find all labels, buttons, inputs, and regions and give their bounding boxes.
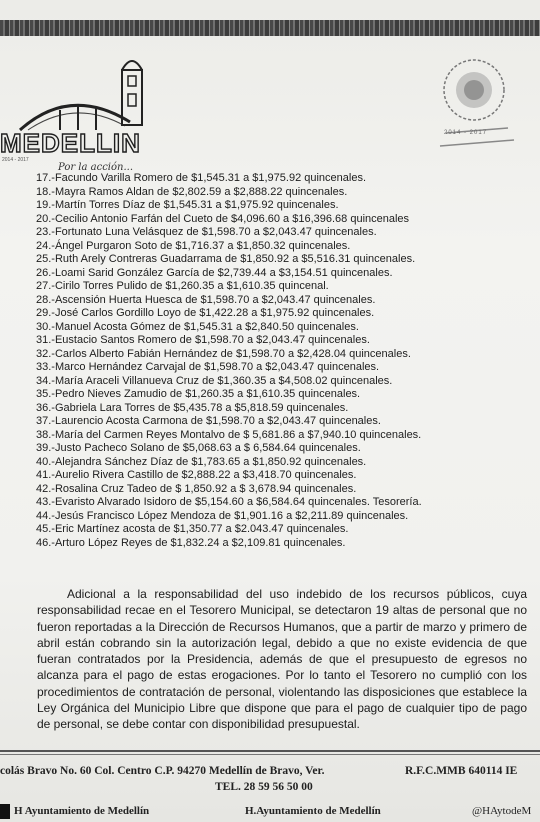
payroll-item: 46.-Arturo López Reyes de $1,832.24 a $2,109.81 quincenales.: [36, 536, 346, 549]
payroll-item: 39.-Justo Pacheco Solano de $5,068.63 a $ 6,584.64 quincenales.: [36, 442, 361, 454]
payroll-item: 19.-Martín Torres Díaz de $1,545.31 a $1,975.92 quincenales.: [36, 199, 339, 211]
footer-telephone: TEL. 28 59 56 50 00: [215, 781, 313, 793]
payroll-item: 24.-Ángel Purgaron Soto de $1,716.37 a $1,850.32 quincenales.: [36, 239, 351, 252]
payroll-item: 27.-Cirilo Torres Pulido de $1,260.35 a $1,610.35 quincenal.: [36, 280, 329, 292]
payroll-item: 26.-Loami Sarid González García de $2,739.44 a $3,154.51 quincenales.: [36, 266, 393, 279]
municipal-logo: [0, 50, 175, 175]
payroll-item: 29.-José Carlos Gordillo Loyo de $1,422.28 a $1,975.92 quincenales.: [36, 307, 375, 319]
payroll-list: [36, 172, 422, 550]
payroll-item: 38.-María del Carmen Reyes Montalvo de $ 5,681.86 a $7,940.10 quincenales.: [36, 428, 422, 441]
payroll-item: 40.-Alejandra Sánchez Díaz de $1,783.65 a $1,850.92 quincenales.: [36, 455, 367, 468]
header-band: [0, 20, 540, 36]
payroll-item: 37.-Laurencio Acosta Carmona de $1,598.70 a $2,043.47 quincenales.: [36, 415, 381, 427]
official-seal-icon: [428, 48, 524, 158]
logo-tagline: 2014 - 2017: [2, 157, 29, 163]
payroll-item: 23.-Fortunato Luna Velásquez de $1,598.70 a $2,043.47 quincenales.: [36, 226, 377, 238]
payroll-item: 28.-Ascensión Huerta Huesca de $1,598.70 a $2,043.47 quincenales.: [36, 293, 376, 306]
logo-wordmark: MEDELLIN: [0, 128, 141, 158]
payroll-item: 31.-Eustacio Santos Romero de $1,598.70 a $2,043.47 quincenales.: [36, 334, 370, 346]
footer-address: colás Bravo No. 60 Col. Centro C.P. 94270 Medellín de Bravo, Ver.: [0, 765, 325, 777]
payroll-item: 35.-Pedro Nieves Zamudio de $1,260.35 a $1,610.35 quincenales.: [36, 388, 361, 400]
footer-rule: [0, 750, 540, 752]
payroll-item: 34.-María Araceli Villanueva Cruz de $1,360.35 a $4,508.02 quincenales.: [36, 374, 393, 387]
payroll-item: 41.-Aurelio Rivera Castillo de $2,888.22 a $3,418.70 quincenales.: [36, 469, 357, 481]
footer-rule-thin: [0, 754, 540, 755]
footer-rfc: R.F.C.MMB 640114 IE: [405, 765, 518, 777]
payroll-item: 36.-Gabriela Lara Torres de $5,435.78 a $5,818.59 quincenales.: [36, 401, 349, 414]
payroll-item: 25.-Ruth Arely Contreras Guadarrama de $1,850.92 a $5,516.31 quincenales.: [36, 253, 416, 265]
payroll-item: 18.-Mayra Ramos Aldan de $2,802.59 a $2,888.22 quincenales.: [36, 185, 348, 198]
social-facebook-name: H Ayuntamiento de Medellín: [14, 805, 150, 817]
payroll-item: 45.-Eric Martínez acosta de $1,350.77 a $2.043.47 quincenales.: [36, 523, 349, 535]
logo-slogan: Por la acción...: [58, 162, 133, 173]
payroll-item: 20.-Cecilio Antonio Farfán del Cueto de $4,096.60 a $16,396.68 quincenales: [36, 212, 410, 225]
social-twitter-handle: @HAytodeM: [472, 805, 532, 817]
payroll-item: 17.-Facundo Varilla Romero de $1,545.31 a $1,975.92 quincenales.: [36, 172, 367, 184]
payroll-item: 33.-Marco Hernández Carvajal de $1,598.70 a $2,043.47 quincenales.: [36, 361, 380, 373]
church-logo-icon: [0, 50, 175, 135]
payroll-item: 30.-Manuel Acosta Gómez de $1,545.31 a $2,840.50 quincenales.: [36, 320, 359, 333]
seal-date: 2014 - 2017: [444, 130, 488, 136]
footer-address-line: [0, 765, 540, 777]
facebook-icon: [0, 804, 10, 819]
observation-paragraph: Adicional a la responsabilidad del uso indebido de los recursos públicos, cuya responsabilidad recae en el Tesorero Municipal, se detectaron 19 altas de personal que no fueron reportadas a la Dirección de Recursos Humanos, que a partir de marzo y primero de abril están cobrando sin la autorización legal, debido a que no existe evidencia de que fueran contratados por la Presidencia, además de que el presupuesto de egresos no alcanza para el pago de estas erogaciones. Por lo tanto el Tesorero no cumplió con los procedimientos de contratación de personal, violentando las disposiciones que establece la Ley Orgánica del Municipio Libre que dispone que para el pago de cualquier tipo de pago de personal, se debe contar con disponibilidad presupuestal.: [37, 587, 527, 732]
payroll-item: 32.-Carlos Alberto Fabián Hernández de $1,598.70 a $2,428.04 quincenales.: [36, 347, 411, 360]
payroll-item: 44.-Jesús Francisco López Mendoza de $1,901.16 a $2,211.89 quincenales.: [36, 509, 409, 522]
payroll-item: 42.-Rosalina Cruz Tadeo de $ 1,850.92 a $ 3,678.94 quincenales.: [36, 482, 357, 495]
social-page-name: H.Ayuntamiento de Medellín: [245, 805, 381, 817]
payroll-item: 43.-Evaristo Alvarado Isidoro de $5,154.60 a $6,584.64 quincenales. Tesorería.: [36, 496, 422, 508]
